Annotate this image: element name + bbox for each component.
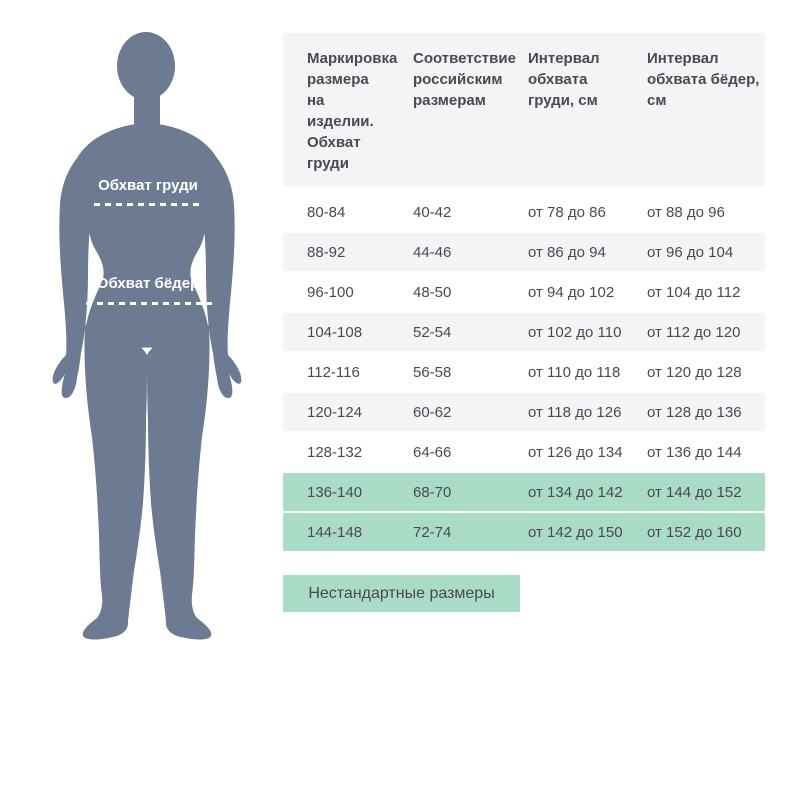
cell-chest: от 142 до 150 — [528, 523, 623, 541]
cell-hips: от 144 до 152 — [647, 483, 742, 501]
cell-russian: 72-74 — [413, 523, 452, 541]
cell-chest: от 118 до 126 — [528, 403, 622, 421]
table-row — [283, 233, 765, 271]
cell-marking: 120-124 — [307, 403, 363, 421]
cell-chest: от 102 до 110 — [528, 323, 622, 341]
hips-dashed-line — [86, 302, 212, 305]
cell-chest: от 126 до 134 — [528, 443, 623, 461]
cell-hips: от 136 до 144 — [647, 443, 742, 461]
table-row — [283, 393, 765, 431]
cell-hips: от 96 до 104 — [647, 243, 734, 261]
body-silhouette — [30, 25, 270, 645]
silhouette-left-leg — [83, 325, 147, 640]
cell-marking: 144-148 — [307, 523, 363, 541]
body-figure — [30, 25, 270, 645]
table-row — [283, 513, 765, 551]
table-row — [283, 353, 765, 391]
nonstandard-sizes-badge: Нестандартные размеры — [283, 575, 520, 612]
table-row — [283, 193, 765, 231]
table-row — [283, 433, 765, 471]
cell-hips: от 152 до 160 — [647, 523, 742, 541]
cell-hips: от 120 до 128 — [647, 363, 742, 381]
cell-chest: от 134 до 142 — [528, 483, 623, 501]
cell-marking: 112-116 — [307, 363, 360, 381]
cell-marking: 80-84 — [307, 203, 346, 221]
cell-chest: от 86 до 94 — [528, 243, 606, 261]
cell-russian: 52-54 — [413, 323, 452, 341]
header-size-marking: Маркировка размера на изделии. Обхват груди — [307, 50, 398, 172]
cell-chest: от 78 до 86 — [528, 203, 606, 221]
cell-marking: 104-108 — [307, 323, 363, 341]
silhouette-right-leg — [147, 325, 211, 640]
cell-marking: 128-132 — [307, 443, 363, 461]
cell-russian: 60-62 — [413, 403, 452, 421]
cell-russian: 56-58 — [413, 363, 452, 381]
header-chest-interval: Интервал обхвата груди, см — [528, 50, 600, 109]
cell-hips: от 128 до 136 — [647, 403, 742, 421]
cell-hips: от 104 до 112 — [647, 283, 741, 301]
cell-marking: 136-140 — [307, 483, 363, 501]
header-russian-size: Соответствие российским размерам — [413, 50, 516, 109]
cell-chest: от 110 до 118 — [528, 363, 621, 381]
cell-russian: 48-50 — [413, 283, 452, 301]
table-row — [283, 273, 765, 311]
cell-russian: 40-42 — [413, 203, 452, 221]
size-table — [283, 33, 765, 612]
hips-measure-label: Обхват бёдер — [96, 275, 200, 292]
chest-dashed-line — [94, 203, 201, 206]
cell-russian: 64-66 — [413, 443, 452, 461]
table-row — [283, 473, 765, 511]
cell-hips: от 112 до 120 — [647, 323, 741, 341]
table-header — [283, 33, 765, 186]
chest-measure-label: Обхват груди — [98, 177, 198, 194]
cell-marking: 88-92 — [307, 243, 346, 261]
cell-chest: от 94 до 102 — [528, 283, 615, 301]
cell-russian: 44-46 — [413, 243, 452, 261]
header-hips-interval: Интервал обхвата бёдер, см — [647, 50, 760, 109]
cell-marking: 96-100 — [307, 283, 354, 301]
table-row — [283, 313, 765, 351]
table-rows — [283, 193, 765, 551]
silhouette-torso — [77, 123, 217, 349]
cell-russian: 68-70 — [413, 483, 452, 501]
cell-hips: от 88 до 96 — [647, 203, 725, 221]
